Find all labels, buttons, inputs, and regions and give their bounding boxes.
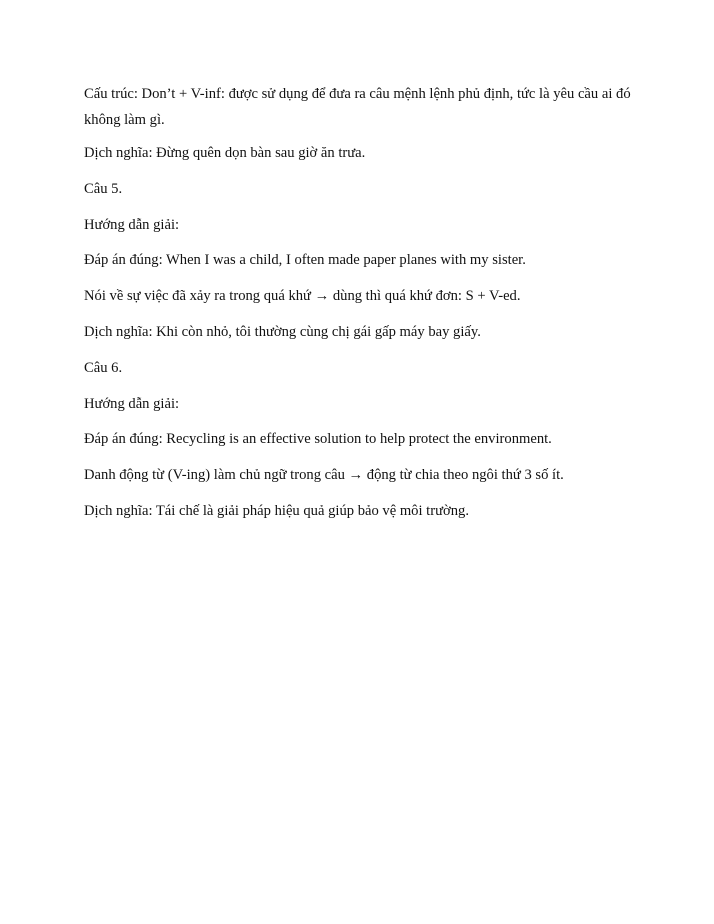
paragraph-structure-rule: Cấu trúc: Don’t + V-inf: được sử dụng để đưa ra câu mệnh lệnh phủ định, tức là yêu cầu ai đó không làm gì.: [84, 86, 631, 128]
heading-question-5: Câu 5.: [84, 180, 123, 197]
paragraph-translation-5: Dịch nghĩa: Khi còn nhỏ, tôi thường cùng chị gái gấp máy bay giấy.: [84, 323, 481, 340]
paragraph-explanation-5: Nói về sự việc đã xảy ra trong quá khứ → dùng thì quá khứ đơn: S + V-ed.: [84, 288, 521, 305]
document-body: [84, 81, 644, 536]
paragraph-translation-4: Dịch nghĩa: Đừng quên dọn bàn sau giờ ăn trưa.: [84, 145, 366, 161]
label-solution-guide-6: Hướng dẫn giải:: [84, 395, 180, 412]
paragraph-translation-6: Dịch nghĩa: Tái chế là giải pháp hiệu quả giúp bảo vệ môi trường.: [84, 502, 469, 519]
paragraph-explanation-6: Danh động từ (V-ing) làm chủ ngữ trong câu → động từ chia theo ngôi thứ 3 số ít.: [84, 467, 564, 484]
heading-question-6: Câu 6.: [84, 359, 123, 376]
paragraph-answer-5: Đáp án đúng: When I was a child, I often made paper planes with my sister.: [84, 252, 526, 269]
paragraph-answer-6: Đáp án đúng: Recycling is an effective solution to help protect the environment.: [84, 431, 552, 448]
label-solution-guide-5: Hướng dẫn giải:: [84, 216, 180, 233]
